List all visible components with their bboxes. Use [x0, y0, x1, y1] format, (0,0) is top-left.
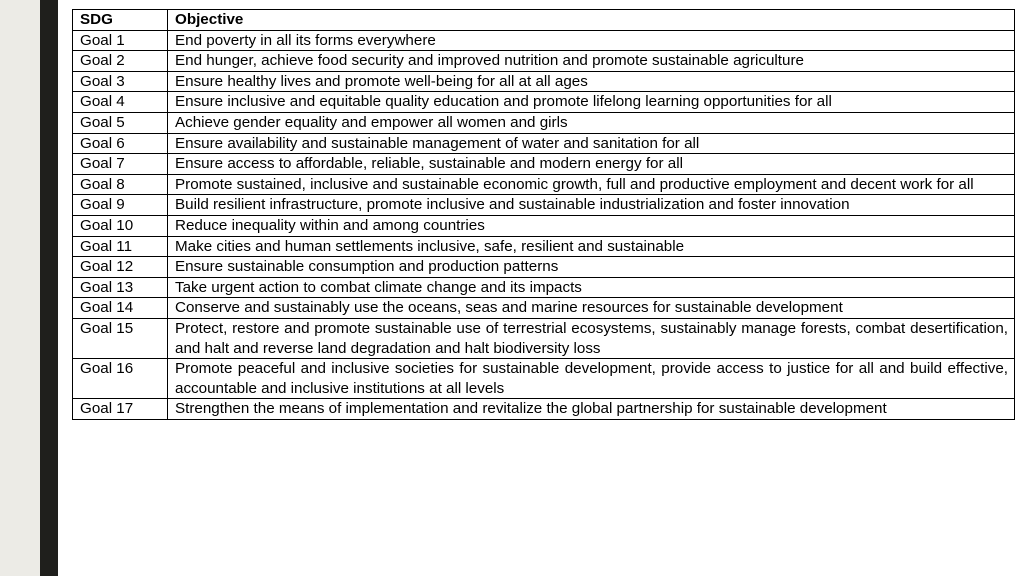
goal-cell: Goal 13 [73, 277, 168, 298]
objective-cell: Reduce inequality within and among countries [168, 215, 1015, 236]
table-row [73, 154, 1015, 175]
left-accent-bar [40, 0, 58, 576]
table-row [73, 174, 1015, 195]
goal-cell: Goal 4 [73, 92, 168, 113]
goal-cell: Goal 7 [73, 154, 168, 175]
table-row [73, 236, 1015, 257]
table-header-row [73, 10, 1015, 31]
objective-cell: Take urgent action to combat climate change and its impacts [168, 277, 1015, 298]
objective-cell: End hunger, achieve food security and improved nutrition and promote sustainable agriculture [168, 51, 1015, 72]
table-row [73, 112, 1015, 133]
objective-cell: Conserve and sustainably use the oceans, seas and marine resources for sustainable development [168, 298, 1015, 319]
table-row [73, 215, 1015, 236]
goal-cell: Goal 9 [73, 195, 168, 216]
table-row [73, 359, 1015, 399]
objective-cell: End poverty in all its forms everywhere [168, 30, 1015, 51]
objective-cell: Make cities and human settlements inclusive, safe, resilient and sustainable [168, 236, 1015, 257]
objective-cell: Ensure availability and sustainable management of water and sanitation for all [168, 133, 1015, 154]
goal-cell: Goal 12 [73, 257, 168, 278]
objective-cell: Strengthen the means of implementation and revitalize the global partnership for sustainable development [168, 399, 1015, 420]
table-row [73, 195, 1015, 216]
sdg-table [72, 9, 1015, 420]
table-row [73, 277, 1015, 298]
table-row [73, 92, 1015, 113]
goal-cell: Goal 10 [73, 215, 168, 236]
header-sdg: SDG [73, 10, 168, 31]
table-row [73, 318, 1015, 358]
objective-cell: Ensure healthy lives and promote well-being for all at all ages [168, 71, 1015, 92]
objective-cell: Promote peaceful and inclusive societies for sustainable development, provide access to justice for all and build effective, accountable and inclusive institutions at all levels [168, 359, 1015, 399]
goal-cell: Goal 5 [73, 112, 168, 133]
objective-cell: Build resilient infrastructure, promote inclusive and sustainable industrialization and foster innovation [168, 195, 1015, 216]
table-row [73, 133, 1015, 154]
goal-cell: Goal 16 [73, 359, 168, 399]
goal-cell: Goal 6 [73, 133, 168, 154]
table-row [73, 257, 1015, 278]
objective-cell: Achieve gender equality and empower all women and girls [168, 112, 1015, 133]
goal-cell: Goal 8 [73, 174, 168, 195]
left-margin [0, 0, 40, 576]
objective-cell: Ensure access to affordable, reliable, sustainable and modern energy for all [168, 154, 1015, 175]
header-objective: Objective [168, 10, 1015, 31]
table-row [73, 71, 1015, 92]
sdg-table-body [73, 30, 1015, 419]
goal-cell: Goal 1 [73, 30, 168, 51]
table-row [73, 298, 1015, 319]
objective-cell: Ensure inclusive and equitable quality education and promote lifelong learning opportunities for all [168, 92, 1015, 113]
objective-cell: Protect, restore and promote sustainable use of terrestrial ecosystems, sustainably manage forests, combat desertification, and halt and reverse land degradation and halt biodiversity loss [168, 318, 1015, 358]
goal-cell: Goal 11 [73, 236, 168, 257]
goal-cell: Goal 3 [73, 71, 168, 92]
table-row [73, 51, 1015, 72]
goal-cell: Goal 2 [73, 51, 168, 72]
goal-cell: Goal 14 [73, 298, 168, 319]
table-row [73, 30, 1015, 51]
goal-cell: Goal 15 [73, 318, 168, 358]
objective-cell: Promote sustained, inclusive and sustainable economic growth, full and productive employment and decent work for all [168, 174, 1015, 195]
objective-cell: Ensure sustainable consumption and production patterns [168, 257, 1015, 278]
goal-cell: Goal 17 [73, 399, 168, 420]
sdg-table-container [72, 9, 1014, 420]
table-row [73, 399, 1015, 420]
